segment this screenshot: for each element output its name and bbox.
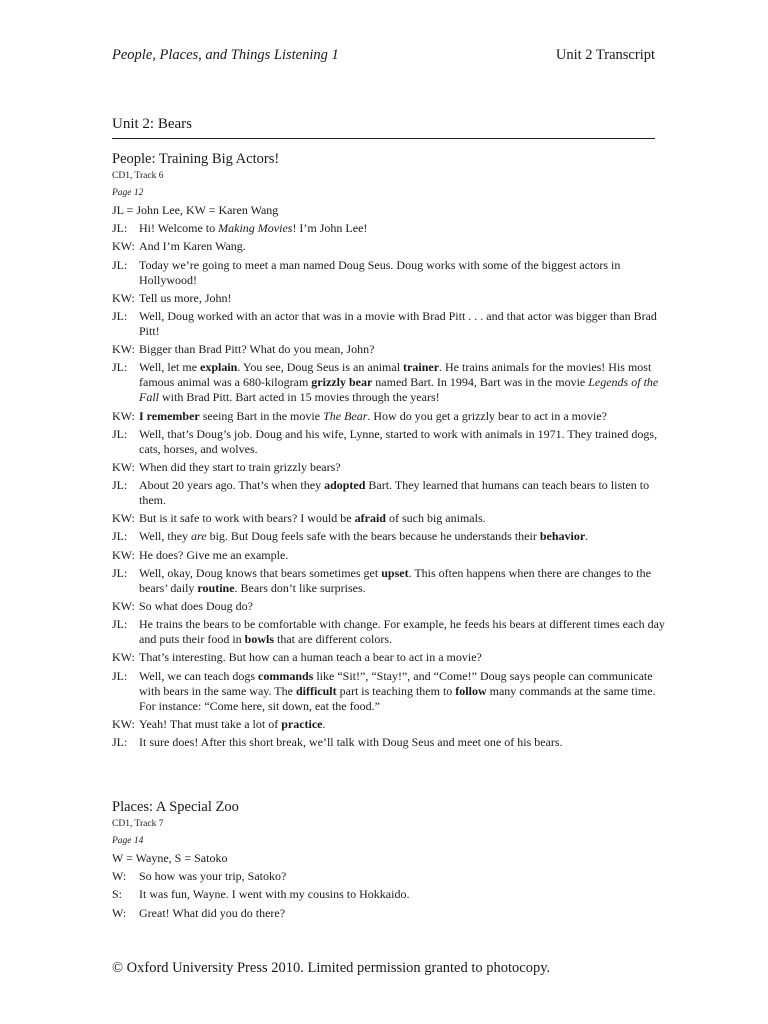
speaker-label: KW: [112,650,135,665]
line-text [139,566,672,596]
dialogue-lines [112,221,672,750]
dialogue-line [112,239,672,254]
dialogue-line [112,221,672,236]
vocab-term: routine [197,580,235,595]
line-text [139,427,672,457]
text-segment: . [322,716,326,731]
italic-text: Making Movies [218,221,293,236]
text-segment: with Brad Pitt. Bart acted in 15 movies through the years! [159,390,440,405]
italic-text: are [191,529,207,544]
text-segment: Well, Doug worked with an actor that was in a movie with Brad Pitt . . . and that actor was bigger than Brad Pitt! [139,308,657,338]
section-title: People: Training Big Actors! [112,151,280,167]
dialogue-line [112,427,672,457]
dialogue-line [112,548,672,563]
section-places [112,798,672,921]
speaker-key: JL = John Lee, KW = Karen Wang [112,203,279,217]
line-text [139,617,672,647]
vocab-term: I remember [139,408,200,423]
vocab-term: difficult [295,683,337,698]
vocab-term: commands [258,668,314,683]
text-segment: Tell us more, John! [139,290,232,305]
speaker-label: KW: [112,290,135,305]
speaker-label: JL: [112,360,128,375]
page-ref: Page 12 [112,188,144,198]
vocab-term: afraid [354,511,386,526]
text-segment: When did they start to train grizzly bears? [139,459,341,474]
track-ref: CD1, Track 7 [112,819,164,829]
text-segment: part is teaching them to [336,683,456,698]
vocab-term: follow [455,683,487,698]
vocab-term: upset [381,565,409,580]
text-segment: But is it safe to work with bears? I would be [139,511,355,526]
dialogue-line [112,478,672,508]
text-segment: . [585,529,589,544]
line-text [139,599,672,614]
vocab-term: trainer [403,360,440,375]
dialogue-line [112,566,672,596]
section-title: Places: A Special Zoo [112,799,239,815]
line-text [139,906,672,921]
line-text [139,650,672,665]
speaker-label: KW: [112,716,135,731]
speaker-label: JL: [112,565,128,580]
text-segment: Great! What did you do there? [139,905,286,920]
dialogue-line [112,599,672,614]
line-text [139,478,672,508]
page-header [112,47,655,67]
vocab-term: practice [281,716,323,731]
speaker-label: KW: [112,547,135,562]
text-segment: . This often happens when there are changes to the bears’ daily [139,565,651,595]
text-segment: He does? Give me an example. [139,547,289,562]
text-segment: many commands at the same time. For instance: “Come here, sit down, eat the food.” [139,683,656,713]
line-text [139,717,672,732]
speaker-label: S: [112,887,123,902]
text-segment: Yeah! That must take a lot of [139,716,282,731]
speaker-label: KW: [112,459,135,474]
dialogue-line [112,511,672,526]
vocab-term: adopted [324,478,366,493]
copyright-footer: © Oxford University Press 2010. Limited permission granted to photocopy. [112,960,551,976]
dialogue-line [112,460,672,475]
text-segment: Well, that’s Doug’s job. Doug and his wife, Lynne, started to work with animals in 1971. They trained dogs, cats, horses, and wolves. [139,426,658,456]
dialogue-line [112,717,672,732]
text-segment: Well, okay, Doug knows that bears sometimes get [139,565,382,580]
vocab-term: bowls [244,632,274,647]
speaker-label: JL: [112,426,128,441]
speaker-label: JL: [112,668,128,683]
line-text [139,735,672,750]
line-text [139,342,672,357]
text-segment: . You see, Doug Seus is an animal [237,360,404,375]
vocab-term: explain [200,360,238,375]
text-segment: of such big animals. [385,511,486,526]
speaker-label: JL: [112,308,128,323]
text-segment: . Bears don’t like surprises. [234,580,366,595]
transcript-label: Unit 2 Transcript [555,47,655,63]
line-text [139,548,672,563]
speaker-label: JL: [112,617,128,632]
line-text [139,869,672,884]
text-segment: He trains the bears to be comfortable with change. For example, he feeds his bears at different times each day and puts their food in [139,617,665,647]
dialogue-line [112,869,672,884]
dialogue-line [112,291,672,306]
text-segment: That’s interesting. But how can a human teach a bear to act in a movie? [139,650,482,665]
dialogue-line [112,258,672,288]
text-segment: So how was your trip, Satoko? [139,869,287,884]
text-segment: named Bart. In 1994, Bart was in the movie [372,375,589,390]
text-segment: Hi! Welcome to [139,221,219,236]
dialogue-line [112,529,672,544]
line-text [139,239,672,254]
line-text [139,460,672,475]
text-segment: Well, let me [139,360,201,375]
text-segment: ! I’m John Lee! [292,221,368,236]
line-text [139,529,672,544]
dialogue-line [112,360,672,405]
speaker-label: KW: [112,408,135,423]
line-text [139,409,672,424]
page-ref: Page 14 [112,836,144,846]
text-segment: Well, they [139,529,192,544]
text-segment: Bart. They learned that humans can teach bears to listen to them. [139,478,650,508]
line-text [139,221,672,236]
text-segment: seeing Bart in the movie [199,408,324,423]
dialogue-lines [112,869,672,920]
section-people [112,150,672,750]
text-segment: Bigger than Brad Pitt? What do you mean, John? [139,342,375,357]
speaker-label: JL: [112,478,128,493]
text-segment: It was fun, Wayne. I went with my cousins to Hokkaido. [139,887,410,902]
dialogue-line [112,906,672,921]
speaker-label: W: [112,869,127,884]
speaker-label: KW: [112,599,135,613]
speaker-key: W = Wayne, S = Satoko [112,851,228,865]
speaker-label: JL: [112,257,128,272]
text-segment: It sure does! After this short break, we’ll talk with Doug Seus and meet one of his bears. [139,734,563,749]
dialogue-line [112,650,672,665]
line-text [139,309,672,339]
line-text [139,258,672,288]
speaker-label: JL: [112,529,128,544]
dialogue-line [112,342,672,357]
dialogue-line [112,669,672,714]
speaker-label: JL: [112,221,128,236]
text-segment: And I’m Karen Wang. [139,239,246,254]
text-segment: . How do you get a grizzly bear to act in a movie? [367,408,607,423]
book-title: People, Places, and Things Listening 1 [112,47,339,63]
text-segment: big. But Doug feels safe with the bears because he understands their [206,529,540,544]
line-text [139,887,672,902]
speaker-label: KW: [112,239,135,254]
dialogue-line [112,309,672,339]
speaker-label: JL: [112,734,128,749]
dialogue-line [112,887,672,902]
text-segment: Today we’re going to meet a man named Doug Seus. Doug works with some of the biggest actors in Hollywood! [139,257,621,287]
text-segment: About 20 years ago. That’s when they [139,478,325,493]
dialogue-line [112,409,672,424]
line-text [139,360,672,405]
text-segment: like “Sit!”, “Stay!”, and “Come!” Doug says people can communicate with bears in the same way. The [139,668,653,698]
line-text [139,291,672,306]
italic-text: Legends of the Fall [139,375,659,405]
line-text [139,669,672,714]
text-segment: . He trains animals for the movies! His most famous animal was a 680-kilogram [139,360,652,390]
vocab-term: behavior [539,529,586,544]
track-ref: CD1, Track 6 [112,171,164,181]
text-segment: Well, we can teach dogs [139,668,258,683]
speaker-label: KW: [112,511,135,526]
dialogue-line [112,735,672,750]
speaker-label: W: [112,905,127,920]
line-text [139,511,672,526]
text-segment: that are different colors. [274,632,393,647]
unit-title: Unit 2: Bears [112,116,655,139]
text-segment: So what does Doug do? [139,599,253,613]
italic-text: The Bear [323,408,368,423]
dialogue-line [112,617,672,647]
vocab-term: grizzly bear [311,375,373,390]
speaker-label: KW: [112,342,135,357]
